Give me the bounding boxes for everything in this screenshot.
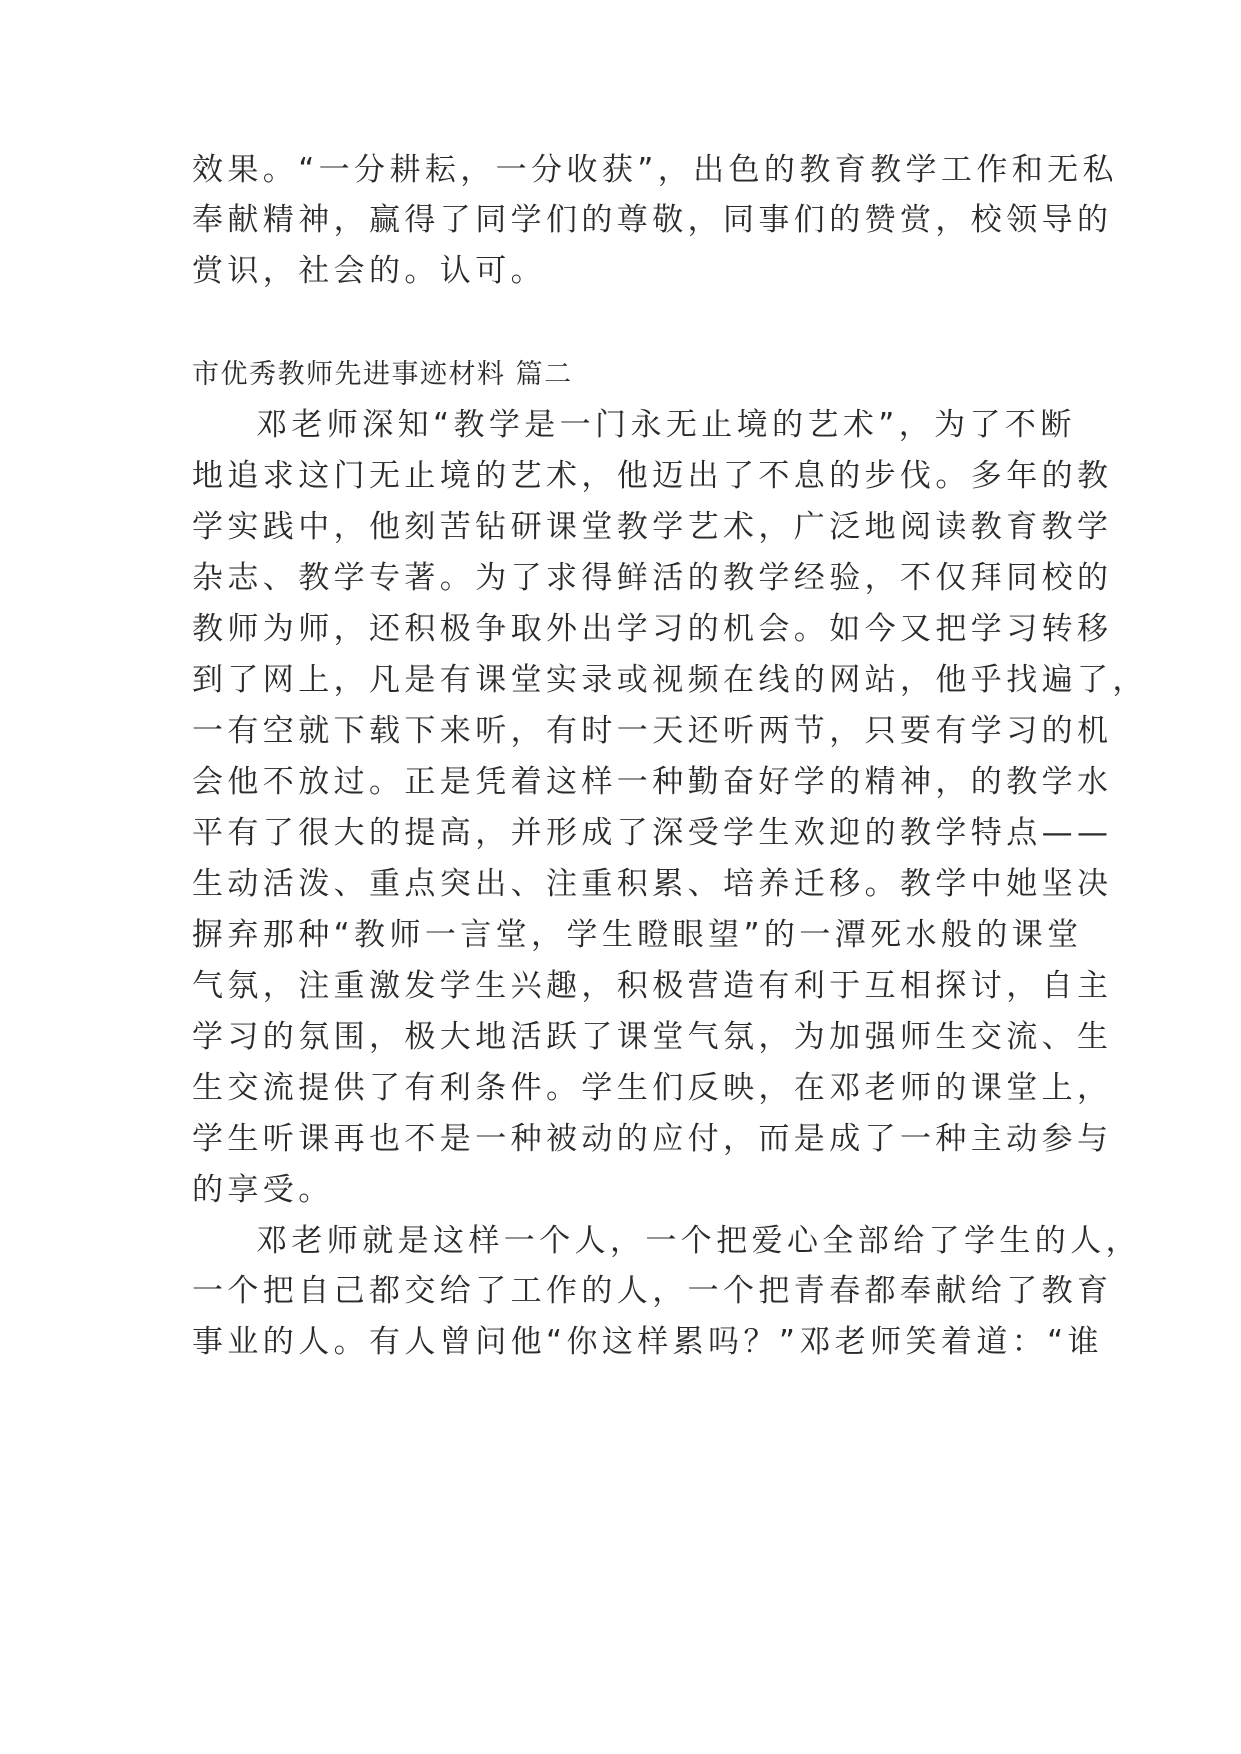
paragraph-line: 学习的氛围，极大地活跃了课堂气氛，为加强师生交流、生 [192, 1019, 1113, 1055]
paragraph-line: 一有空就下载下来听，有时一天还听两节，只要有学习的机 [192, 713, 1113, 749]
paragraph-line: 杂志、教学专著。为了求得鲜活的教学经验，不仅拜同校的 [192, 560, 1113, 596]
paragraph-line: 地追求这门无止境的艺术，他迈出了不息的步伐。多年的教 [192, 458, 1113, 494]
paragraph-line: 生交流提供了有利条件。学生们反映，在邓老师的课堂上， [192, 1070, 1113, 1106]
paragraph-line: 摒弃那种“教师一言堂，学生瞪眼望”的一潭死水般的课堂 [192, 917, 1083, 953]
paragraph-line: 学实践中，他刻苦钻研课堂教学艺术，广泛地阅读教育教学 [192, 509, 1113, 545]
paragraph-line: 到了网上，凡是有课堂实录或视频在线的网站，他乎找遍了， [192, 662, 1148, 698]
paragraph-line: 的享受。 [192, 1172, 334, 1208]
paragraph-line: 奉献精神，赢得了同学们的尊敬，同事们的赞赏，校领导的 [192, 202, 1113, 238]
paragraph-line: 学生听课再也不是一种被动的应付，而是成了一种主动参与 [192, 1121, 1113, 1157]
paragraph-line: 邓老师就是这样一个人，一个把爱心全部给了学生的人， [256, 1223, 1141, 1259]
paragraph-line: 平有了很大的提高，并形成了深受学生欢迎的教学特点—— [192, 815, 1113, 851]
section-heading: 市优秀教师先进事迹材料 篇二 [192, 359, 573, 390]
paragraph-line: 赏识，社会的。认可。 [192, 253, 546, 289]
paragraph-line: 气氛，注重激发学生兴趣，积极营造有利于互相探讨，自主 [192, 968, 1113, 1004]
paragraph-line: 会他不放过。正是凭着这样一种勤奋好学的精神，的教学水 [192, 764, 1113, 800]
paragraph-line: 事业的人。有人曾问他“你这样累吗？”邓老师笑着道：“谁 [192, 1324, 1103, 1360]
paragraph-line: 效果。“一分耕耘，一分收获”，出色的教育教学工作和无私 [192, 152, 1118, 188]
paragraph-line: 生动活泼、重点突出、注重积累、培养迁移。教学中她坚决 [192, 866, 1113, 902]
paragraph-line: 教师为师，还积极争取外出学习的机会。如今又把学习转移 [192, 611, 1113, 647]
paragraph-line: 一个把自己都交给了工作的人，一个把青春都奉献给了教育 [192, 1273, 1113, 1309]
paragraph-line: 邓老师深知“教学是一门永无止境的艺术”，为了不断 [256, 407, 1076, 443]
